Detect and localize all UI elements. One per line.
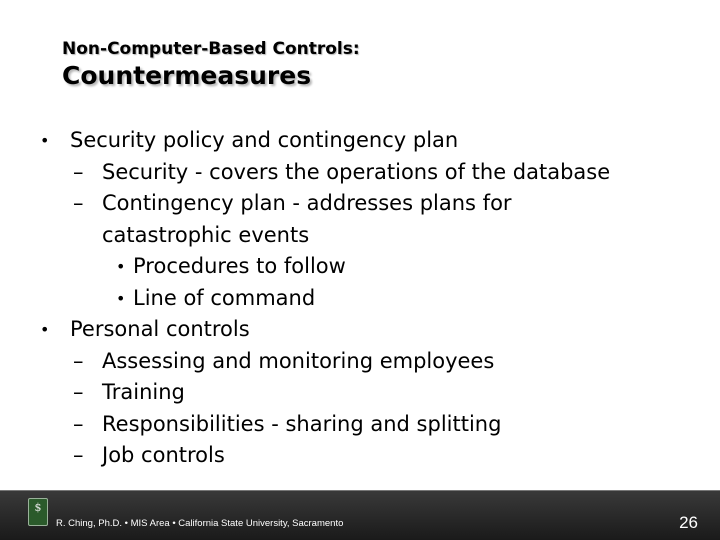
list-item-text: Security - covers the operations of the database: [102, 159, 611, 184]
bullet-list: [30, 125, 690, 472]
list-item: [30, 157, 690, 189]
list-item: [30, 377, 690, 409]
list-item: [30, 409, 690, 441]
footer-divider: [0, 490, 720, 491]
bullet-marker: •: [116, 288, 126, 308]
list-item-text: Job controls: [102, 443, 225, 467]
bullet-marker: •: [40, 320, 50, 339]
list-item-text: Responsibilities - sharing and splitting: [102, 411, 502, 436]
list-item: [30, 125, 690, 157]
list-item-text: Contingency plan - addresses plans for catastrophic events: [102, 191, 512, 247]
dash-marker: –: [73, 411, 84, 436]
footer-credit: R. Ching, Ph.D. • MIS Area • California State University, Sacramento: [56, 518, 344, 529]
slide-subtitle: Non-Computer-Based Controls:: [62, 39, 360, 59]
list-item: [30, 251, 690, 283]
footer-bar: [0, 490, 720, 540]
dash-marker: –: [73, 191, 84, 215]
list-item-text: Line of command: [133, 285, 316, 310]
list-item-text: Personal controls: [70, 317, 250, 341]
page-number: 26: [679, 513, 698, 532]
list-item-text: Training: [102, 380, 185, 404]
list-item: [30, 188, 690, 251]
title-block: [62, 38, 360, 92]
list-item: [30, 314, 690, 346]
list-item: [30, 346, 690, 378]
slide-title: Countermeasures: [62, 61, 312, 90]
dash-marker: –: [73, 159, 84, 184]
logo-glyph: $: [34, 501, 42, 514]
dash-marker: –: [73, 348, 84, 373]
dash-marker: –: [73, 443, 84, 467]
bullet-marker: •: [116, 257, 126, 276]
bullet-marker: •: [40, 131, 50, 150]
list-item-text: Assessing and monitoring employees: [102, 348, 495, 373]
list-item-text: Procedures to follow: [133, 254, 346, 278]
dash-marker: –: [73, 380, 84, 404]
dollar-book-icon: [28, 498, 48, 526]
list-item: [30, 440, 690, 472]
list-item-text: Security policy and contingency plan: [70, 128, 459, 152]
list-item: [30, 283, 690, 315]
